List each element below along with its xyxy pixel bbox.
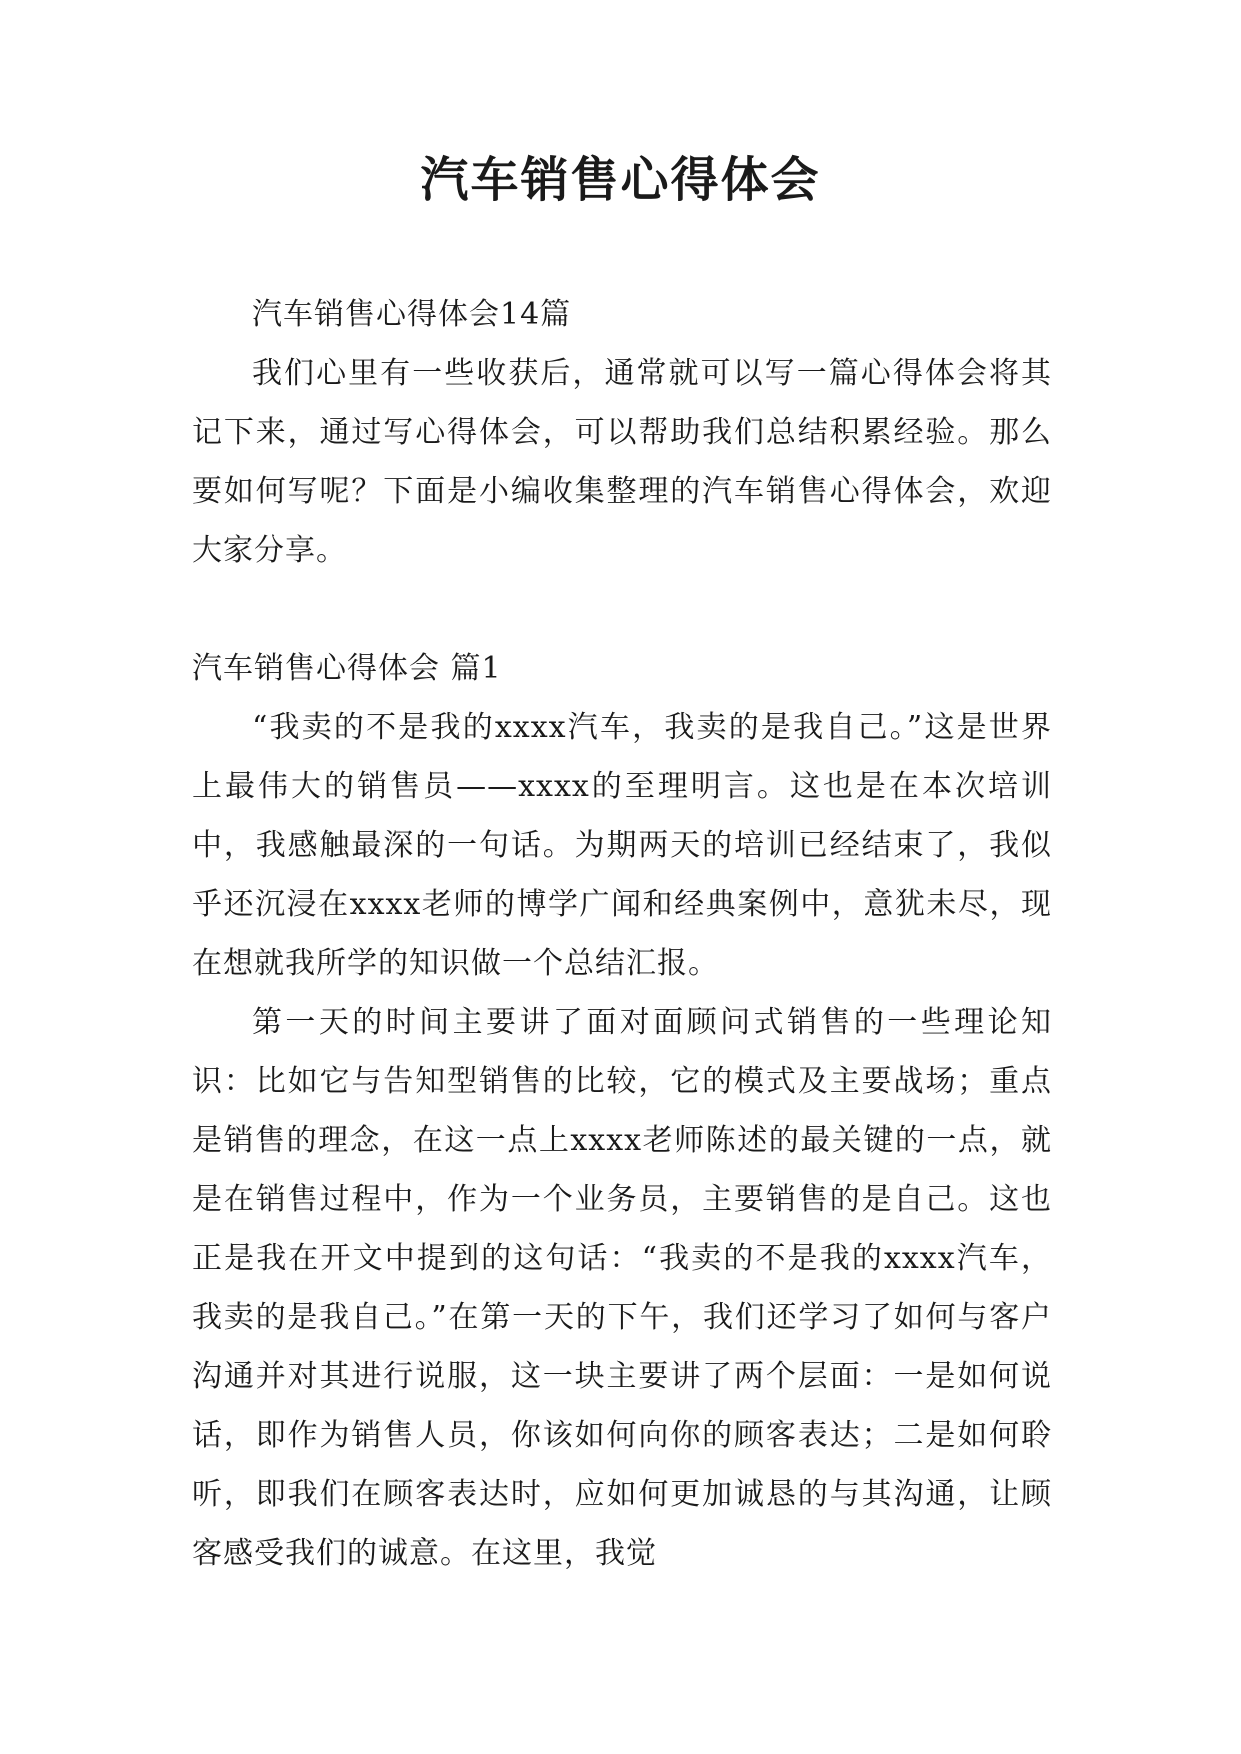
body-paragraph: “我卖的不是我的xxxx汽车，我卖的是我自己。”这是世界上最伟大的销售员——xxxx的至理明言。这也是在本次培训中，我感触最深的一句话。为期两天的培训已经结束了，我似乎还沉浸在xxxx老师的博学广闻和经典案例中，意犹未尽，现在想就我所学的知识做一个总结汇报。 bbox=[192, 710, 1052, 981]
section-heading: 汽车销售心得体会 篇1 bbox=[192, 651, 502, 686]
body-paragraph: 第一天的时间主要讲了面对面顾问式销售的一些理论知识：比如它与告知型销售的比较，它的模式及主要战场；重点是销售的理念，在这一点上xxxx老师陈述的最关键的一点，就是在销售过程中，作为一个业务员，主要销售的是自己。这也正是我在开文中提到的这句话：“我卖的不是我的xxxx汽车，我卖的是我自己。”在第一天的下午，我们还学习了如何与客户沟通并对其进行说服，这一块主要讲了两个层面：一是如何说话，即作为销售人员，你该如何向你的顾客表达；二是如何聆听，即我们在顾客表达时，应如何更加诚恳的与其沟通，让顾客感受我们的诚意。在这里，我觉 bbox=[192, 1005, 1052, 1571]
intro-paragraph: 我们心里有一些收获后，通常就可以写一篇心得体会将其记下来，通过写心得体会，可以帮助我们总结积累经验。那么要如何写呢？下面是小编收集整理的汽车销售心得体会，欢迎大家分享。 bbox=[192, 356, 1052, 568]
document-subtitle: 汽车销售心得体会14篇 bbox=[252, 297, 572, 332]
document-body bbox=[192, 285, 1052, 1583]
document-title: 汽车销售心得体会 bbox=[420, 152, 821, 208]
paragraph-spacer bbox=[192, 580, 1052, 639]
